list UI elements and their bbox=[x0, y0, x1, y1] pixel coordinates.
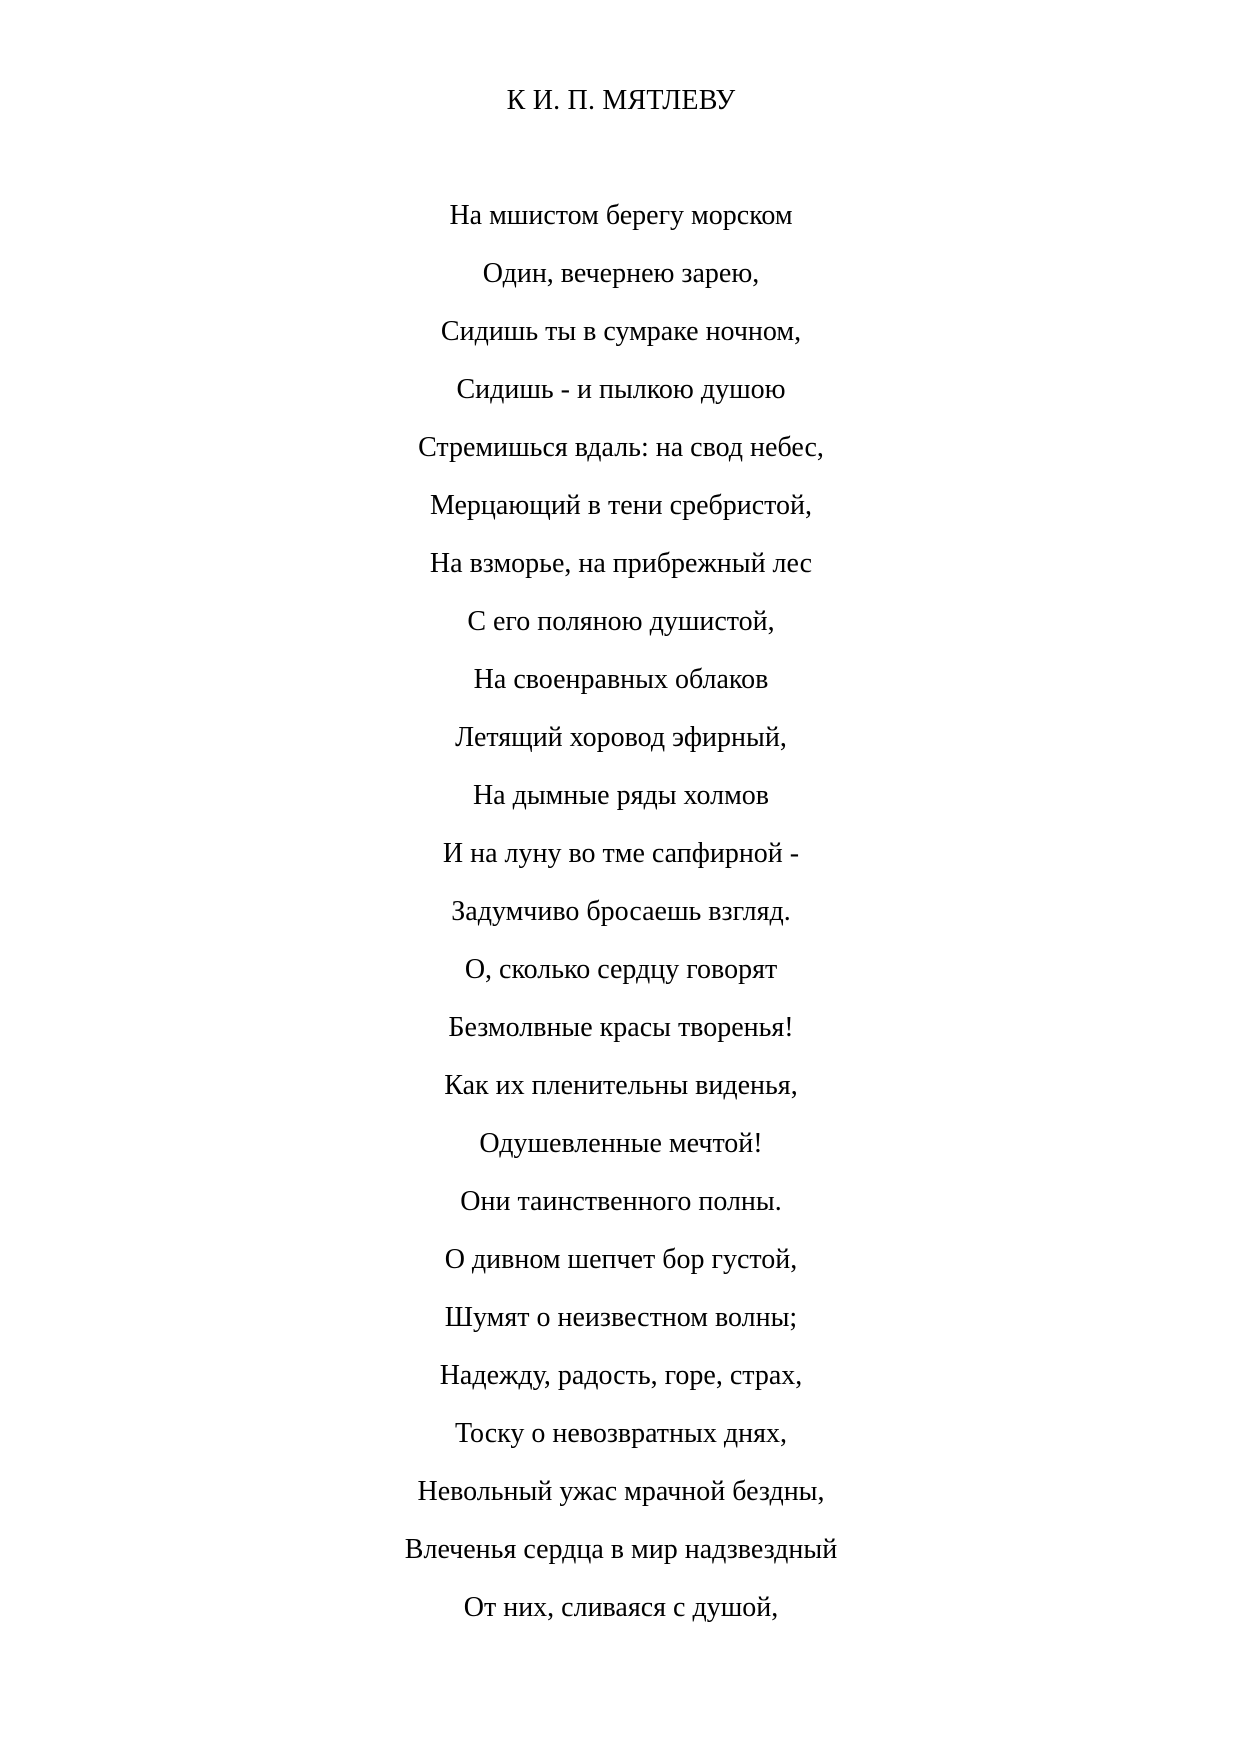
poem-line: Одушевленные мечтой! bbox=[479, 1128, 763, 1159]
poem-line: Один, вечернею зарею, bbox=[482, 258, 760, 289]
poem-line: Тоску о невозвратных днях, bbox=[455, 1418, 787, 1449]
poem-title: К И. П. МЯТЛЕВУ bbox=[506, 85, 736, 116]
poem-line: На своенравных облаков bbox=[473, 664, 769, 695]
poem-line: Безмолвные красы творенья! bbox=[448, 1012, 794, 1043]
poem-line: Сидишь ты в сумраке ночном, bbox=[440, 316, 802, 347]
poem-line: Летящий хоровод эфирный, bbox=[455, 722, 787, 753]
poem-line: Шумят о неизвестном волны; bbox=[444, 1302, 798, 1333]
poem-line: На дымные ряды холмов bbox=[472, 780, 770, 811]
poem-line: На взморье, на прибрежный лес bbox=[429, 548, 813, 579]
poem-line: Влеченья сердца в мир надзвездный bbox=[404, 1534, 838, 1565]
poem-body bbox=[0, 199, 1242, 1649]
poem-line: От них, сливаяся с душой, bbox=[463, 1592, 779, 1623]
poem-line: Невольный ужас мрачной бездны, bbox=[417, 1476, 825, 1507]
poem-line: С его поляною душистой, bbox=[467, 606, 775, 637]
poem-line: И на луну во тме сапфирной - bbox=[442, 838, 800, 869]
poem-line: На мшистом берегу морском bbox=[449, 200, 793, 231]
poem-line: Надежду, радость, горе, страх, bbox=[439, 1360, 803, 1391]
poem-line: Мерцающий в тени сребристой, bbox=[429, 490, 813, 521]
poem-line: О дивном шепчет бор густой, bbox=[444, 1244, 798, 1275]
poem-line: Сидишь - и пылкою душою bbox=[456, 374, 786, 405]
poem-line: Задумчиво бросаешь взгляд. bbox=[451, 896, 791, 927]
poem-line: Они таинственного полны. bbox=[460, 1186, 782, 1217]
poem-line: Стремишься вдаль: на свод небес, bbox=[418, 432, 824, 463]
poem-line: Как их пленительны виденья, bbox=[444, 1070, 798, 1101]
poem-line: О, сколько сердцу говорят bbox=[464, 954, 778, 985]
